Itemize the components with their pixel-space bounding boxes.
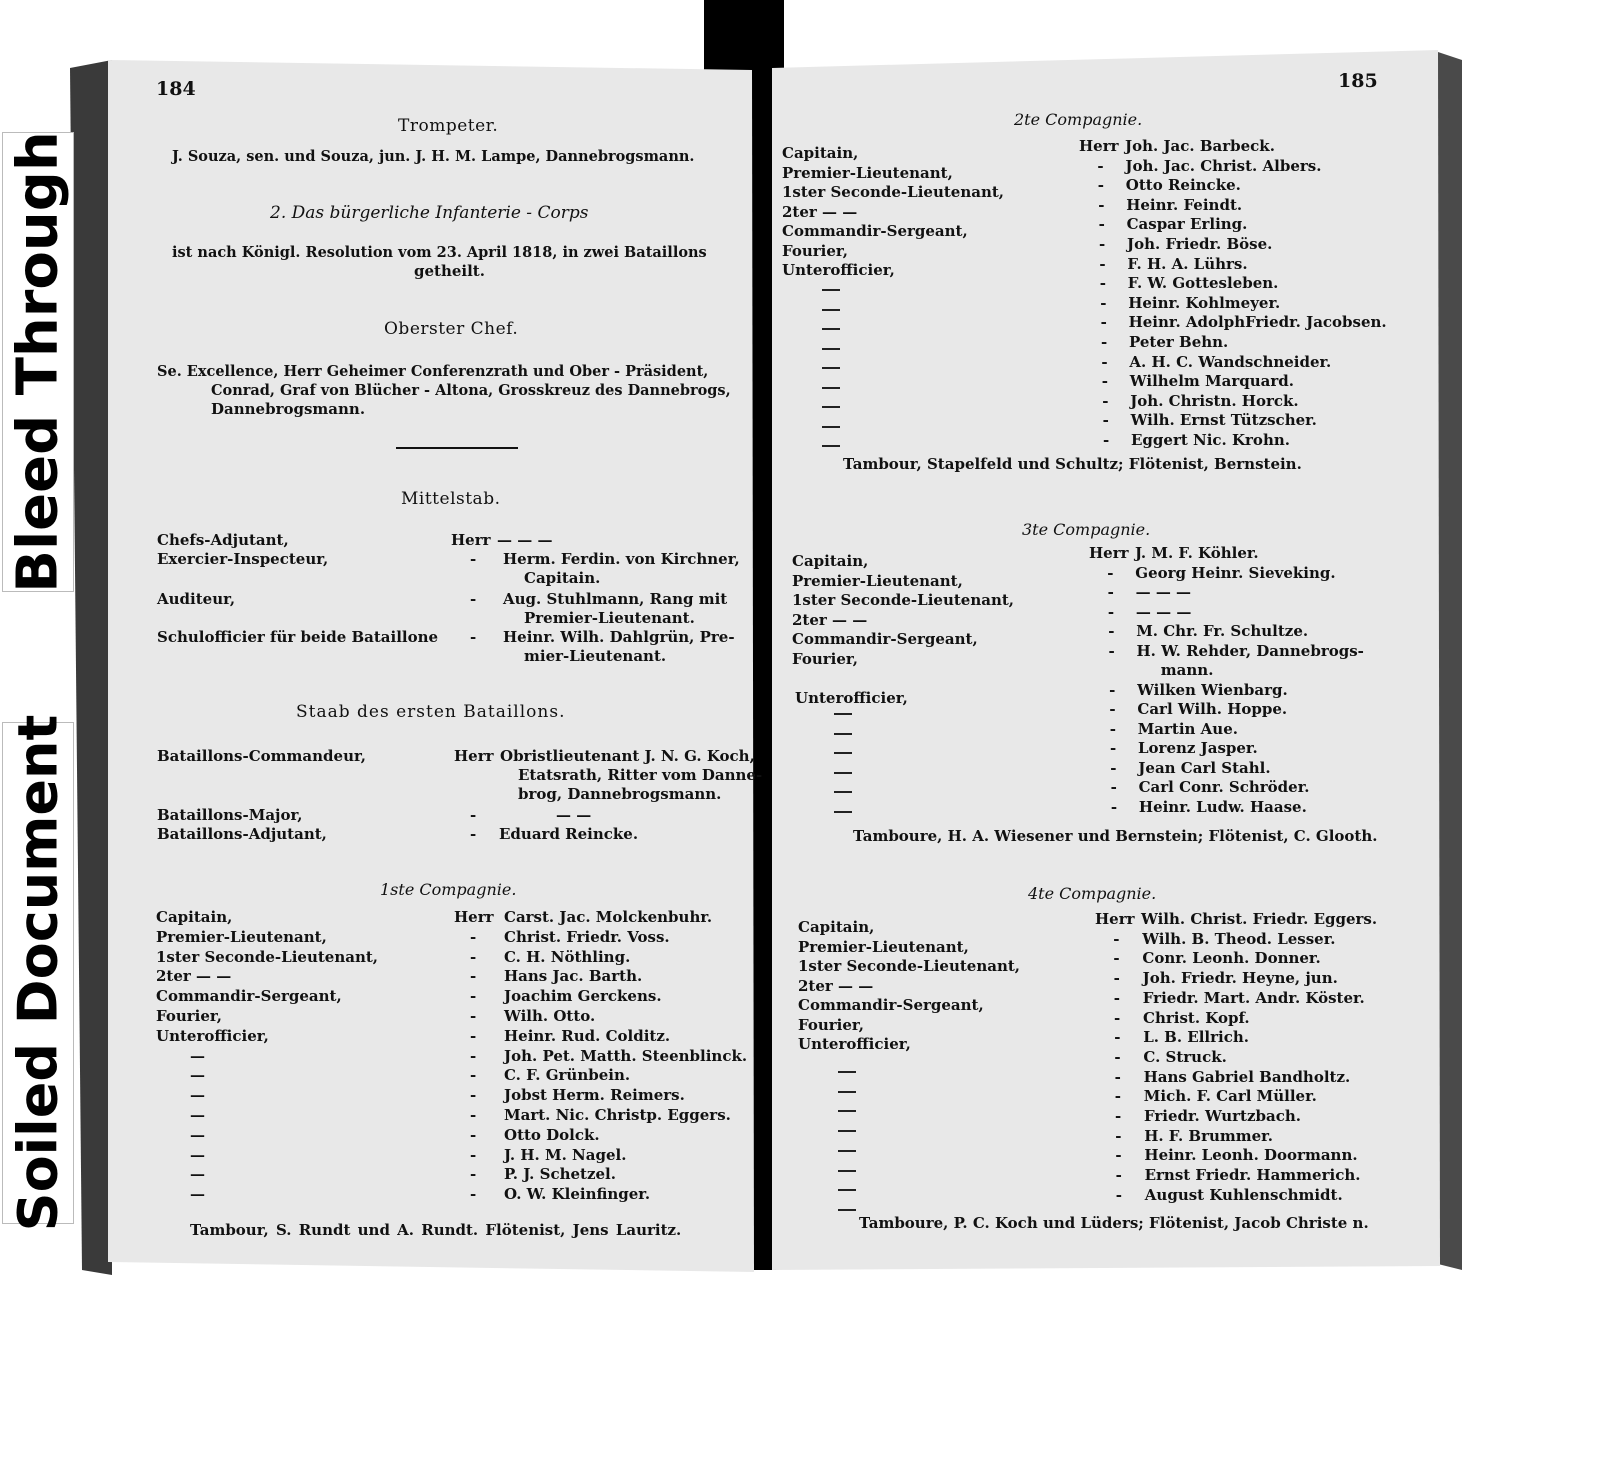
role: 2ter — — [156, 967, 232, 986]
name: Wilh. B. Theod. Lesser. [1142, 929, 1336, 948]
resolution-line-1: ist nach Königl. Resolution vom 23. April 1818, in zwei Bataillons [172, 244, 707, 261]
name: Mich. F. Carl Müller. [1143, 1087, 1317, 1106]
prefix: - [1107, 602, 1115, 621]
name: Heinr. Ludw. Haase. [1138, 797, 1307, 816]
placeholder-dash [834, 713, 852, 715]
prefix: Herr [451, 531, 491, 549]
role: Fourier, [156, 1007, 222, 1025]
name: Carl Conr. Schröder. [1138, 778, 1310, 796]
name: Herm. Ferdin. von Kirchner, [503, 550, 740, 568]
name: Jobst Herm. Reimers. [504, 1086, 685, 1105]
company3-footer: Tamboure, H. A. Wiesener und Bernstein; Flötenist, C. Glooth. [853, 827, 1378, 845]
company4-footer: Tamboure, P. C. Koch und Lüders; Flötenist, Jacob Christe n. [859, 1214, 1369, 1232]
name: — — — [1135, 602, 1192, 621]
name: Georg Heinr. Sieveking. [1135, 563, 1336, 582]
name: A. H. C. Wandschneider. [1129, 352, 1332, 371]
name: Caspar Erling. [1126, 215, 1248, 234]
placeholder-dash [822, 387, 840, 389]
name: Premier-Lieutenant. [524, 609, 695, 627]
prefix: - [470, 1106, 477, 1124]
role: Premier-Lieutenant, [792, 571, 963, 590]
oberster-chef-heading: Oberster Chef. [384, 319, 519, 339]
placeholder-dash [838, 1091, 856, 1093]
placeholder-dash [822, 445, 840, 447]
prefix: - [1100, 293, 1107, 312]
right-page-number: 185 [1338, 70, 1378, 92]
role: Capitain, [792, 552, 869, 570]
trompeter-line: J. Souza, sen. und Souza, jun. J. H. M. Lampe, Dannebrogsmann. [172, 148, 695, 165]
role: Bataillons-Adjutant, [157, 825, 327, 843]
role: Chefs-Adjutant, [157, 531, 289, 549]
prefix: - [1110, 739, 1117, 757]
name: Heinr. Rud. Colditz. [504, 1026, 671, 1045]
placeholder-dash [838, 1209, 856, 1211]
bleed-through-text: Bleed Through [5, 131, 71, 593]
placeholder-dash [838, 1071, 856, 1073]
prefix: - [1098, 215, 1105, 234]
placeholder-dash [822, 367, 840, 369]
prefix: - [470, 1145, 477, 1164]
name: Obristlieutenant J. N. G. Koch, [500, 747, 755, 765]
prefix: - [1115, 1146, 1122, 1165]
name: August Kuhlenschmidt. [1144, 1185, 1343, 1204]
role: Fourier, [782, 241, 848, 260]
prefix: - [1107, 563, 1114, 582]
prefix: - [1108, 622, 1115, 640]
placeholder-dash [838, 1110, 856, 1112]
company2-footer: Tambour, Stapelfeld und Schultz; Flötenist, Bernstein. [843, 455, 1302, 473]
section-divider [396, 447, 518, 449]
role: Auditeur, [157, 590, 236, 608]
name: Aug. Stuhlmann, Rang mit [503, 590, 728, 608]
placeholder-dash [838, 1170, 856, 1172]
name: Joh. Christn. Horck. [1130, 391, 1299, 410]
name: J. H. M. Nagel. [504, 1145, 627, 1164]
name: O. W. Kleinfinger. [504, 1185, 651, 1204]
prefix: - [470, 550, 477, 568]
prefix: - [470, 825, 477, 843]
role: Commandir-Sergeant, [156, 987, 342, 1006]
role: Premier-Lieutenant, [782, 163, 953, 182]
name: Hans Jac. Barth. [504, 967, 643, 986]
name: Heinr. AdolphFriedr. Jacobsen. [1128, 313, 1387, 332]
name: Heinr. Feindt. [1126, 195, 1243, 214]
prefix: - [470, 1185, 477, 1204]
prefix: - [1115, 1107, 1122, 1125]
prefix: - [1097, 176, 1105, 195]
prefix: - [1101, 333, 1108, 351]
name: Heinr. Kohlmeyer. [1128, 293, 1281, 312]
binding-bar-top [704, 0, 784, 70]
name: mier-Lieutenant. [524, 647, 667, 665]
role: Bataillons-Major, [157, 806, 303, 824]
prefix: - [1109, 719, 1116, 738]
prefix: - [470, 1125, 477, 1144]
name: Lorenz Jasper. [1138, 739, 1258, 757]
prefix: - [1098, 195, 1105, 214]
prefix: - [470, 590, 477, 608]
prefix: - [1110, 797, 1118, 816]
name: Friedr. Wurtzbach. [1144, 1107, 1301, 1125]
placeholder-dash [822, 426, 840, 428]
name: Mart. Nic. Christp. Eggers. [504, 1106, 731, 1124]
prefix: - [470, 806, 477, 824]
placeholder-dash [822, 309, 840, 311]
name: Joh. Friedr. Böse. [1127, 235, 1273, 253]
excellence-line-3: Dannebrogsmann. [211, 400, 366, 418]
name: Eggert Nic. Krohn. [1131, 431, 1290, 449]
prefix: - [1099, 274, 1107, 293]
prefix: - [1109, 680, 1116, 699]
prefix: Herr [1079, 137, 1119, 155]
name: Capitain. [524, 569, 601, 587]
placeholder-dash [834, 811, 852, 813]
staab-heading: Staab des ersten Bataillons. [296, 702, 566, 722]
name: Christ. Friedr. Voss. [504, 927, 670, 946]
name: C. Struck. [1143, 1047, 1227, 1066]
name: H. W. Rehder, Dannebrogs- [1136, 641, 1364, 660]
role: Fourier, [792, 649, 858, 668]
placeholder-dash [838, 1150, 856, 1152]
name: P. J. Schetzel. [504, 1165, 616, 1184]
prefix: - [1114, 1087, 1122, 1106]
role: 1ster Seconde-Lieutenant, [798, 957, 1021, 975]
role: 1ster Seconde-Lieutenant, [792, 591, 1015, 609]
name: F. W. Gottesleben. [1127, 274, 1279, 293]
name: Otto Reincke. [1125, 176, 1241, 195]
prefix: - [1102, 411, 1109, 430]
prefix: - [1113, 969, 1120, 988]
placeholder-dash [822, 328, 840, 330]
role: Commandir-Sergeant, [792, 630, 978, 648]
company3-unter: Unterofficier, [795, 689, 908, 707]
prefix: - [1114, 1028, 1121, 1047]
bleed-through-label [2, 132, 74, 592]
prefix: - [1114, 1008, 1121, 1027]
name: Wilh. Ernst Tützscher. [1130, 411, 1317, 430]
role: Premier-Lieutenant, [156, 927, 327, 946]
name: Wilh. Otto. [504, 1007, 596, 1025]
name: Wilhelm Marquard. [1129, 372, 1294, 391]
name: Eduard Reincke. [499, 825, 639, 843]
prefix: - [1107, 583, 1114, 601]
role: — [190, 1086, 205, 1105]
prefix: - [1099, 254, 1106, 273]
book-left-edge [70, 60, 112, 1275]
placeholder-dash [838, 1130, 856, 1132]
prefix: - [1109, 700, 1116, 718]
placeholder-dash [822, 406, 840, 408]
name: Joachim Gerckens. [504, 987, 662, 1006]
prefix: - [1110, 778, 1117, 796]
prefix: - [1114, 1067, 1121, 1086]
role: Commandir-Sergeant, [798, 996, 984, 1014]
name: Conr. Leonh. Donner. [1142, 949, 1321, 968]
name: Peter Behn. [1129, 333, 1229, 351]
prefix: - [470, 1046, 477, 1065]
role: Capitain, [798, 918, 875, 936]
section-heading: 2. Das bürgerliche Infanterie - Corps [270, 203, 589, 223]
name: Etatsrath, Ritter vom Danne- [518, 766, 763, 784]
company4-heading: 4te Compagnie. [1028, 884, 1157, 903]
role: Premier-Lieutenant, [798, 937, 969, 956]
name: — — — [497, 531, 553, 549]
prefix: - [1100, 313, 1107, 332]
resolution-line-2: getheilt. [414, 262, 485, 280]
prefix: - [470, 927, 477, 946]
role: Exercier-Inspecteur, [157, 550, 329, 568]
prefix: - [470, 987, 477, 1006]
soiled-document-text: Soiled Document [6, 714, 70, 1232]
prefix: Herr [454, 908, 494, 926]
prefix: - [1115, 1126, 1122, 1145]
book-right-edge [1438, 52, 1462, 1270]
prefix: - [1102, 391, 1109, 410]
trompeter-heading: Trompeter. [398, 116, 499, 136]
name: Ernst Friedr. Hammerich. [1144, 1166, 1361, 1185]
name: Carl Wilh. Hoppe. [1137, 700, 1288, 718]
placeholder-dash [838, 1189, 856, 1191]
role: — [190, 1066, 205, 1085]
name: Hans Gabriel Bandholtz. [1143, 1067, 1351, 1086]
role: 1ster Seconde-Lieutenant, [156, 947, 379, 966]
role: — [190, 1106, 205, 1124]
prefix: - [470, 1165, 477, 1184]
company3-heading: 3te Compagnie. [1022, 520, 1151, 539]
prefix: - [470, 1066, 477, 1085]
prefix: - [1113, 929, 1120, 948]
placeholder-dash [834, 752, 852, 754]
name: Christ. Kopf. [1143, 1008, 1250, 1027]
name: Joh. Pet. Matth. Steenblinck. [504, 1046, 748, 1065]
prefix: - [1099, 235, 1106, 253]
role: — [190, 1165, 205, 1184]
role: — [190, 1145, 205, 1164]
excellence-line-2: Conrad, Graf von Blücher - Altona, Grosskreuz des Dannebrogs, [211, 382, 731, 399]
prefix: - [1110, 758, 1117, 777]
prefix: - [470, 967, 477, 986]
soiled-document-label [2, 714, 74, 1232]
name: M. Chr. Fr. Schultze. [1136, 622, 1309, 640]
role: Unterofficier, [782, 261, 895, 279]
name: Joh. Jac. Christ. Albers. [1125, 156, 1322, 175]
placeholder-dash [834, 733, 852, 735]
name: — — — [1135, 583, 1192, 601]
name: J. M. F. Köhler. [1135, 544, 1259, 562]
name: F. H. A. Lührs. [1127, 254, 1248, 273]
name: L. B. Ellrich. [1143, 1028, 1249, 1047]
prefix: - [470, 1007, 477, 1025]
name: H. F. Brummer. [1144, 1126, 1273, 1145]
placeholder-dash [822, 289, 840, 291]
name: Friedr. Mart. Andr. Köster. [1142, 988, 1365, 1007]
role: 2ter — — [782, 202, 858, 221]
role: Unterofficier, [156, 1026, 269, 1045]
mittelstab-heading: Mittelstab. [401, 489, 501, 509]
role: Capitain, [782, 144, 859, 162]
prefix: - [1101, 372, 1109, 391]
role: — [190, 1046, 205, 1065]
prefix: - [1108, 641, 1115, 660]
role: — [190, 1125, 205, 1144]
placeholder-dash [834, 791, 852, 793]
role: 1ster Seconde-Lieutenant, [782, 183, 1005, 201]
prefix: - [1115, 1166, 1122, 1185]
name: brog, Dannebrogsmann. [518, 785, 722, 803]
role: — [190, 1185, 205, 1204]
prefix: - [1101, 352, 1108, 371]
name: Martin Aue. [1137, 719, 1238, 738]
name: Jean Carl Stahl. [1138, 758, 1271, 777]
excellence-line-1: Se. Excellence, Herr Geheimer Conferenzrath und Ober - Präsident, [157, 363, 709, 380]
placeholder-dash [822, 348, 840, 350]
prefix: - [470, 947, 477, 966]
role: 2ter — — [798, 976, 874, 995]
name: Joh. Friedr. Heyne, jun. [1142, 969, 1338, 988]
name: C. F. Grünbein. [504, 1066, 631, 1085]
role: Bataillons-Commandeur, [157, 747, 367, 765]
name: Joh. Jac. Barbeck. [1125, 137, 1275, 155]
placeholder-dash [834, 772, 852, 774]
name: — — [556, 806, 592, 824]
prefix: - [470, 628, 477, 646]
name: Otto Dolck. [504, 1125, 600, 1144]
prefix: - [1097, 156, 1104, 175]
prefix: - [1103, 431, 1110, 449]
role: Unterofficier, [798, 1035, 911, 1053]
prefix: - [1115, 1185, 1123, 1204]
role: Commandir-Sergeant, [782, 222, 968, 240]
prefix: - [1113, 949, 1120, 968]
company1-heading: 1ste Compagnie. [380, 880, 517, 899]
prefix: - [470, 1026, 477, 1045]
prefix: Herr [1089, 544, 1129, 562]
company2-heading: 2te Compagnie. [1014, 110, 1143, 129]
name: Carst. Jac. Molckenbuhr. [504, 908, 713, 926]
name: Wilken Wienbarg. [1137, 680, 1288, 699]
role: Fourier, [798, 1015, 864, 1034]
left-page-number: 184 [156, 78, 196, 100]
name: C. H. Nöthling. [504, 947, 631, 966]
name: Wilh. Christ. Friedr. Eggers. [1141, 910, 1378, 928]
prefix: Herr [454, 747, 494, 765]
name: Heinr. Leonh. Doormann. [1144, 1146, 1358, 1165]
prefix: - [1113, 988, 1121, 1007]
role: Capitain, [156, 908, 233, 926]
role: Schulofficier für beide Bataillone [157, 628, 439, 646]
company1-footer: Tambour, S. Rundt und A. Rundt. Flötenist, Jens Lauritz. [190, 1221, 682, 1239]
name: mann. [1160, 661, 1214, 679]
prefix: - [470, 1086, 477, 1105]
name: Heinr. Wilh. Dahlgrün, Pre- [503, 628, 735, 646]
prefix: - [1114, 1047, 1121, 1066]
prefix: Herr [1095, 910, 1135, 928]
role: 2ter — — [792, 610, 868, 629]
